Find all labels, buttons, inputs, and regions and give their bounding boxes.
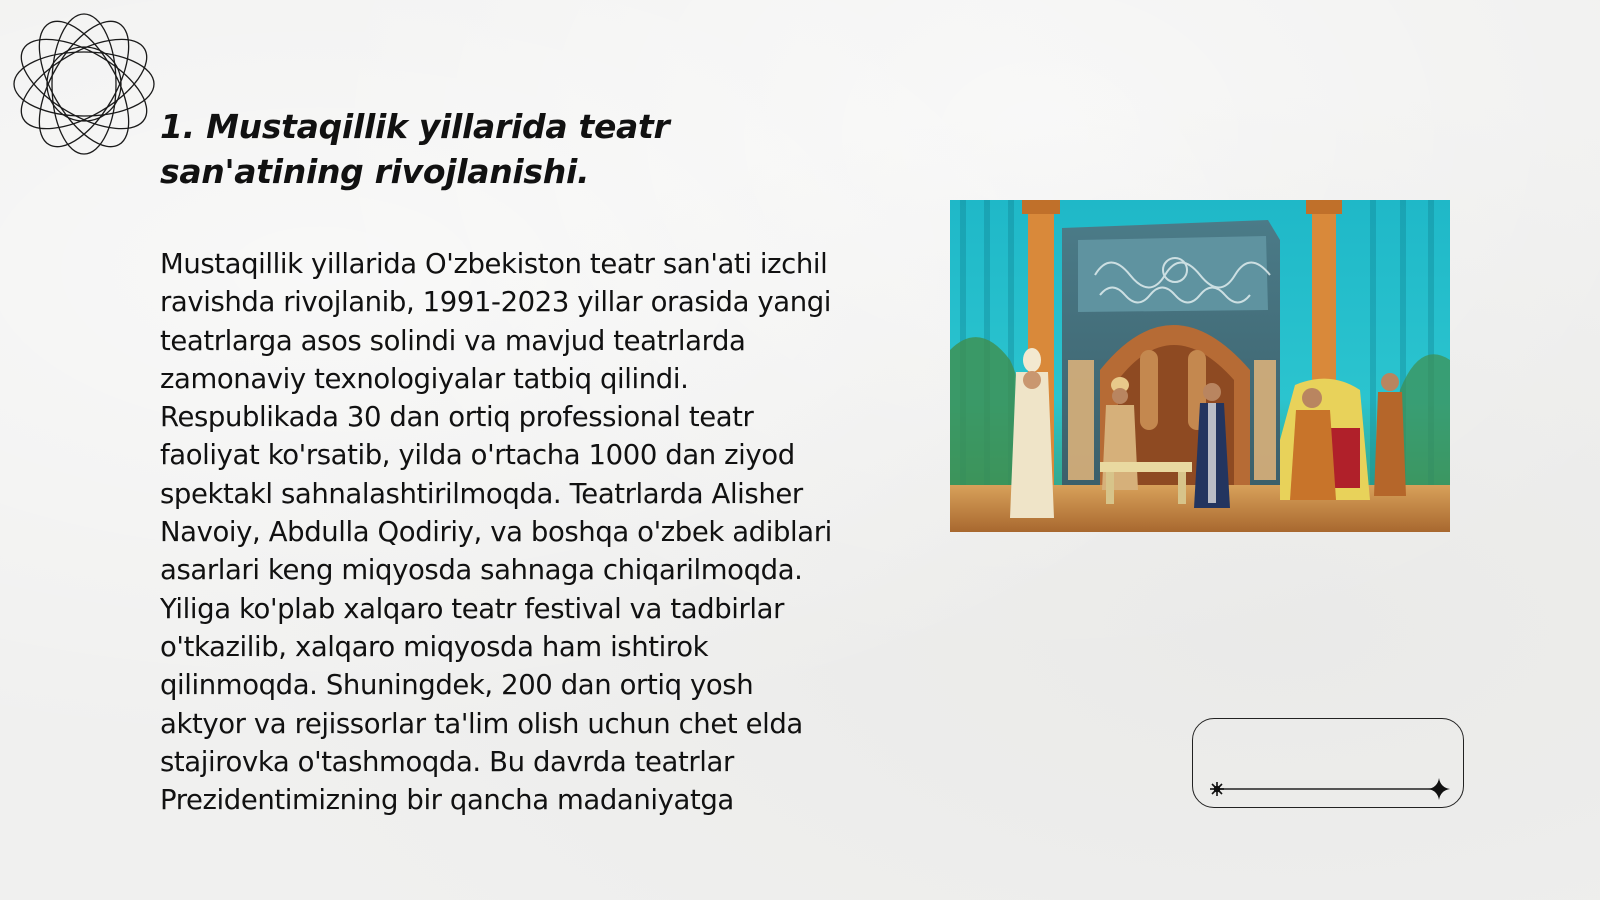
slide-body-text: Mustaqillik yillarida O'zbekiston teatr san'ati izchil ravishda rivojlanib, 1991-2023 yillar orasida yangi teatrlarga asos solindi va mavjud teatrlarda zamonaviy texnologiyalar tatbiq qilindi. Respublikada 30 dan ortiq professional teatr faoliyat ko'rsatib, yilda o'rtacha 1000 dan ziyod spektakl sahnalashtirilmoqda. Teatrlarda Alisher Navoiy, Abdulla Qodiriy, va boshqa o'zbek adiblari asarlari keng miqyosda sahnaga chiqarilmoqda. Yiliga ko'plab xalqaro teatr festival va tadbirlar o'tkazilib, xalqaro miqyosda ham ishtirok qilinmoqda. Shuningdek, 200 dan ortiq yosh aktyor va rejissorlar ta'lim olish uchun chet elda stajirovka o'tashmoqda. Bu davrda teatrlar Prezidentimizning bir qancha madaniyatga (160, 248, 832, 817)
circular-orbit-ornament-icon (10, 10, 158, 158)
theatre-stage-photo (950, 200, 1450, 532)
decorative-slider-box (1192, 718, 1464, 808)
starburst-icon (1210, 782, 1224, 796)
sparkle-icon (1428, 778, 1450, 800)
slide-title: 1. Mustaqillik yillarida teatr san'atining rivojlanishi. (160, 107, 670, 191)
